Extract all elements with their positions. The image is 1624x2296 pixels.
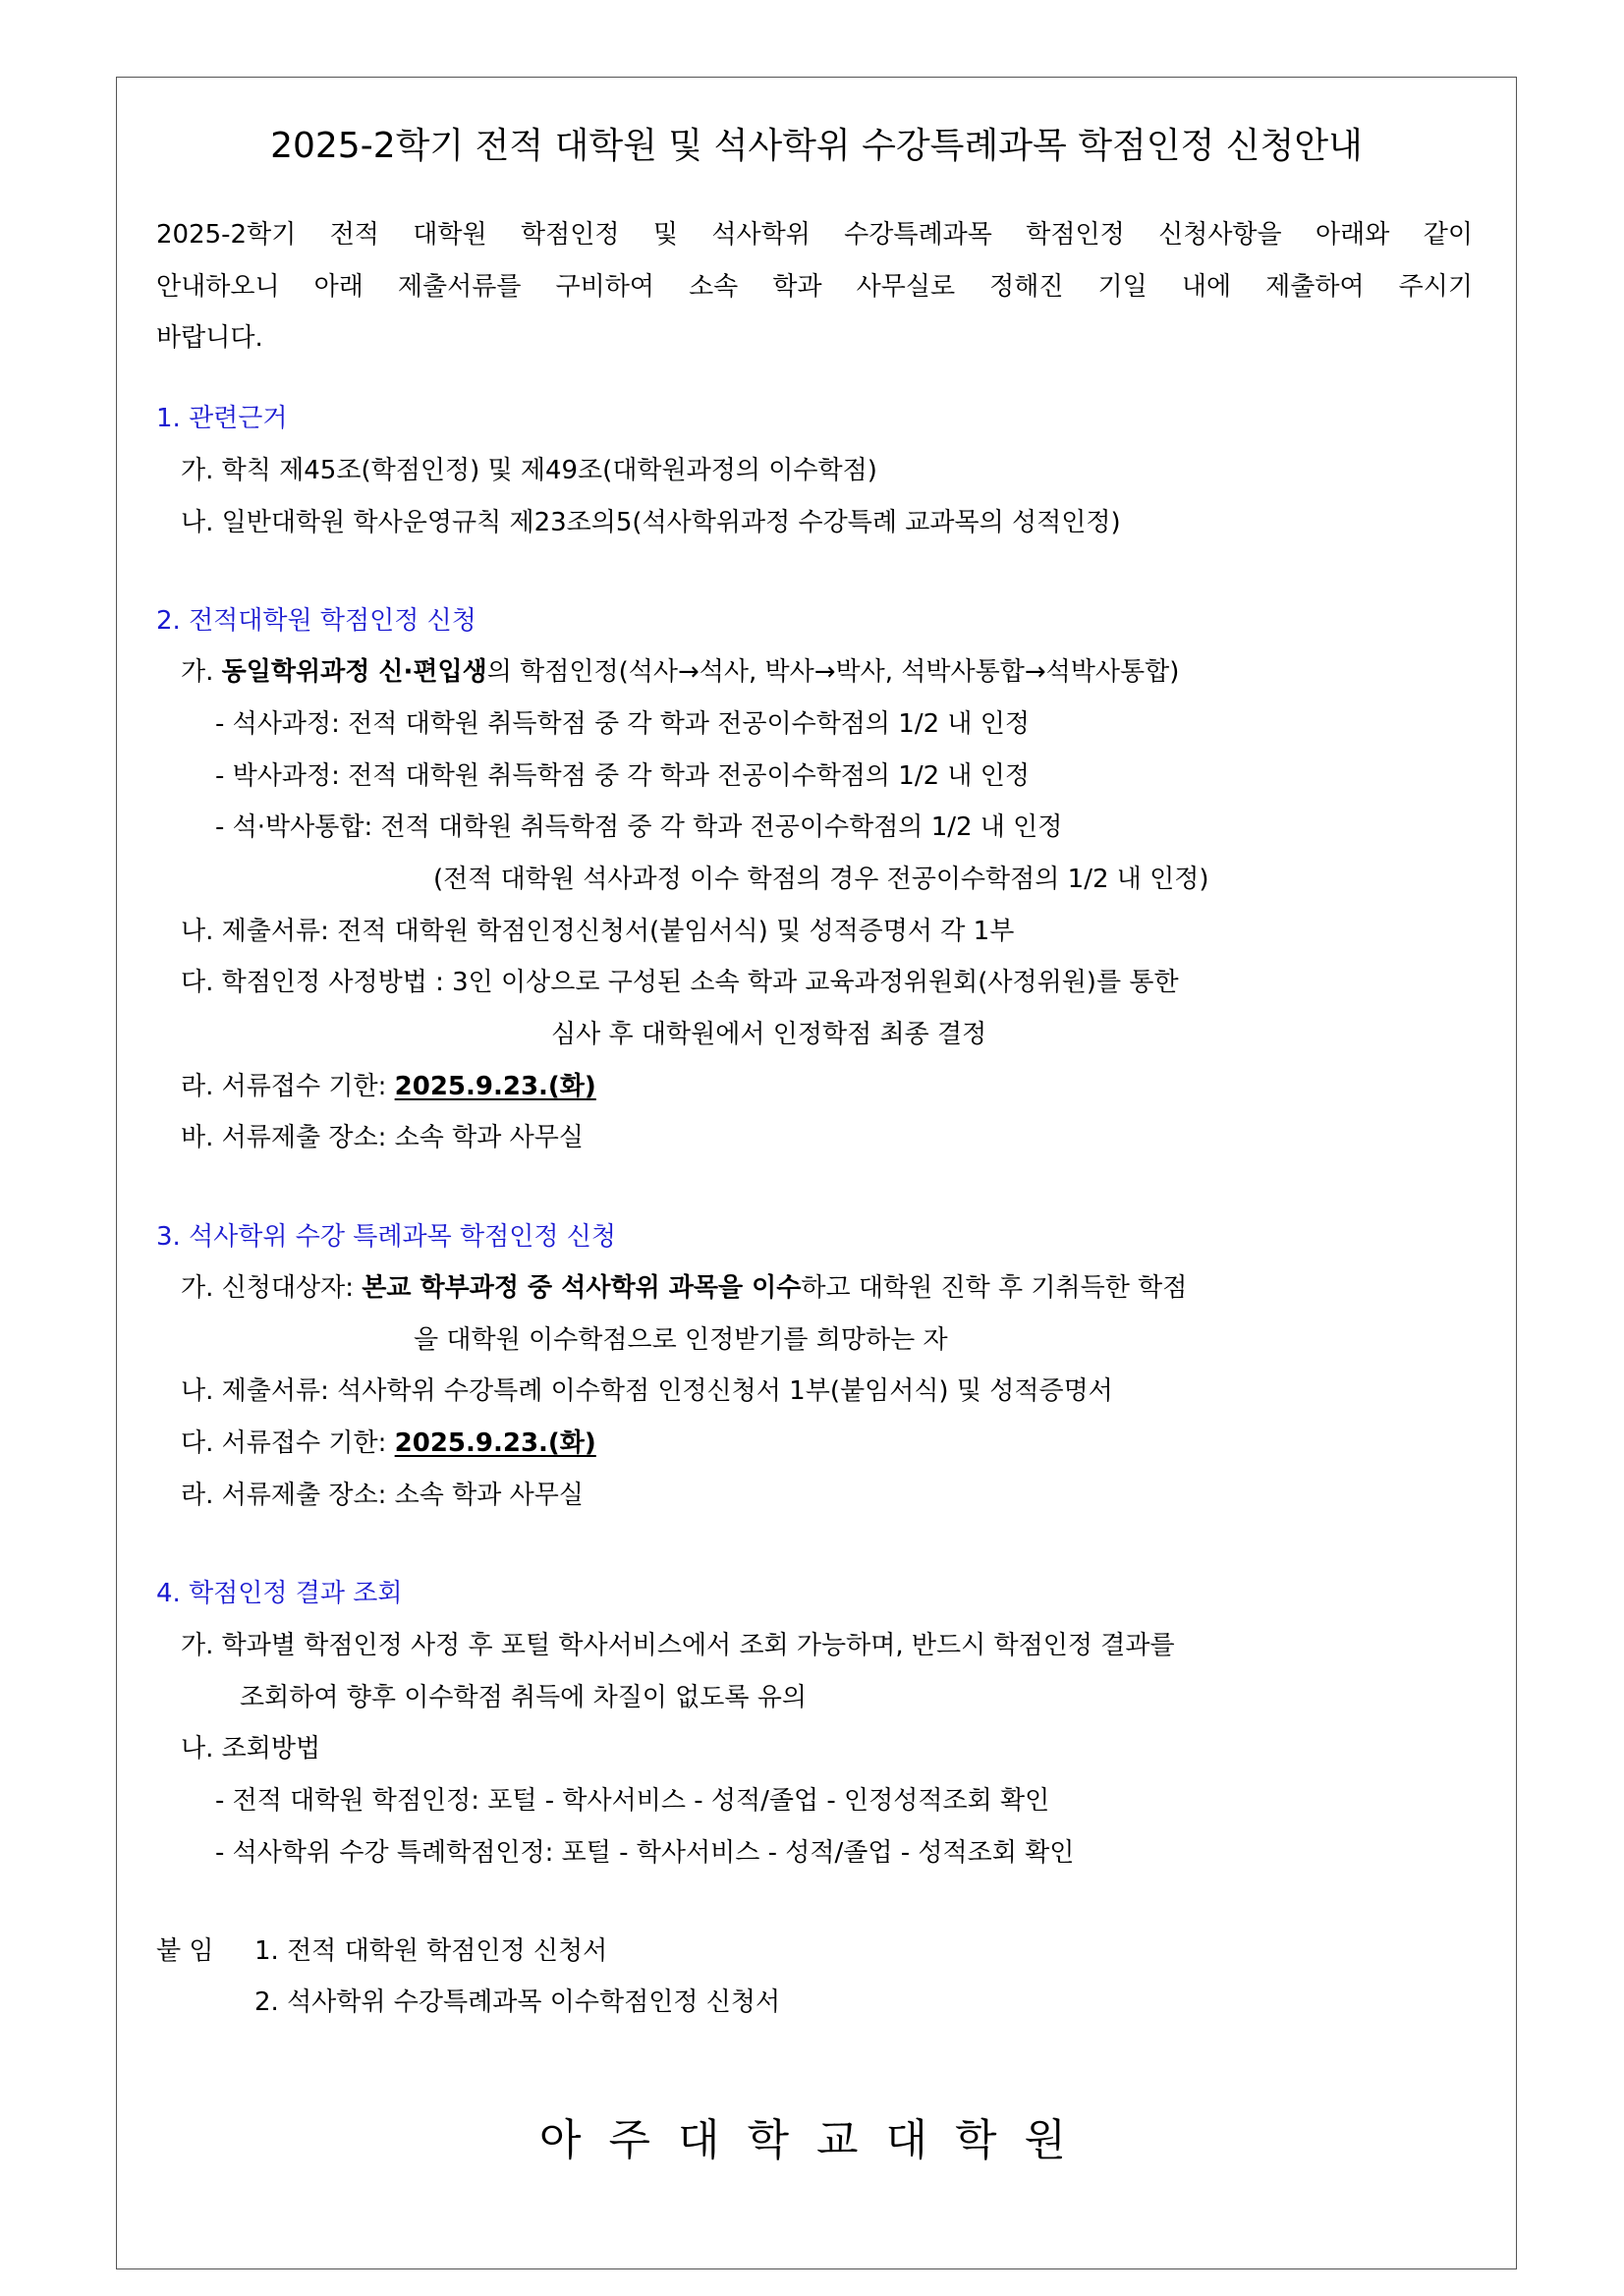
section-3-item-a (181, 1270, 1187, 1306)
section-3-item-a-bold: 본교 학부과정 중 석사학위 과목을 이수 (362, 1273, 802, 1303)
section-2-item-d (181, 1069, 596, 1104)
section-1-item-a: 가. 학칙 제45조(학점인정) 및 제49조(대학원과정의 이수학점) (181, 456, 877, 485)
section-2-dash-1: - 석사과정: 전적 대학원 취득학점 중 각 학과 전공이수학점의 1/2 내 인정 (215, 709, 1031, 739)
section-2-item-c: 다. 학점인정 사정방법 : 3인 이상으로 구성된 소속 학과 교육과정위원회(사정위원)를 통한 (181, 968, 1179, 997)
section-4-heading: 4. 학점인정 결과 조회 (156, 1579, 403, 1608)
intro-line-2: 안내하오니 아래 제출서류를 구비하여 소속 학과 사무실로 정해진 기일 내에 제출하여 주시기 (156, 272, 1473, 302)
attachment-label: 붙 임 (156, 1936, 214, 1966)
section-1-item-b: 나. 일반대학원 학사운영규칙 제23조의5(석사학위과정 수강특례 교과목의 성적인정) (181, 508, 1121, 537)
section-4-dash-1: - 전적 대학원 학점인정: 포털 - 학사서비스 - 성적/졸업 - 인정성적조회 확인 (215, 1786, 1050, 1816)
section-2-item-a-suffix: 의 학점인정(석사→석사, 박사→박사, 석박사통합→석박사통합) (486, 657, 1180, 687)
section-2-item-a-bold: 동일학위과정 신·편입생 (221, 657, 487, 687)
attachment-item-2: 2. 석사학위 수강특례과목 이수학점인정 신청서 (254, 1988, 781, 2017)
intro-line-1: 2025-2학기 전적 대학원 학점인정 및 석사학위 수강특례과목 학점인정 신청사항을 아래와 같이 (156, 220, 1473, 250)
section-2-item-b: 나. 제출서류: 전적 대학원 학점인정신청서(붙임서식) 및 성적증명서 각 1부 (181, 917, 1015, 946)
section-3-item-a-suffix: 하고 대학원 진학 후 기취득한 학점 (801, 1273, 1188, 1303)
section-2-item-c-cont: 심사 후 대학원에서 인정학점 최종 결정 (551, 1020, 987, 1049)
section-3-deadline: 2025.9.23.(화) (394, 1428, 596, 1458)
section-2-dash-2: - 박사과정: 전적 대학원 취득학점 중 각 학과 전공이수학점의 1/2 내 인정 (215, 761, 1031, 791)
section-2-deadline: 2025.9.23.(화) (394, 1072, 596, 1101)
section-2-heading: 2. 전적대학원 학점인정 신청 (156, 606, 476, 636)
attachment-item-1: 1. 전적 대학원 학점인정 신청서 (254, 1936, 608, 1966)
section-4-dash-2: - 석사학위 수강 특례학점인정: 포털 - 학사서비스 - 성적/졸업 - 성적조회 확인 (215, 1838, 1075, 1868)
section-4-item-b: 나. 조회방법 (181, 1734, 321, 1764)
section-3-heading: 3. 석사학위 수강 특례과목 학점인정 신청 (156, 1222, 616, 1252)
section-3-item-d: 라. 서류제출 장소: 소속 학과 사무실 (181, 1481, 584, 1510)
document-title: 2025-2학기 전적 대학원 및 석사학위 수강특례과목 학점인정 신청안내 (270, 126, 1363, 166)
section-3-item-a-cont: 을 대학원 이수학점으로 인정받기를 희망하는 자 (414, 1325, 948, 1355)
section-2-item-a (181, 654, 1179, 690)
section-2-item-a-prefix: 가. (181, 657, 222, 687)
section-3-item-c (181, 1426, 596, 1461)
section-3-item-c-label: 다. 서류접수 기한: (181, 1428, 395, 1458)
section-2-dash-3: - 석·박사통합: 전적 대학원 취득학점 중 각 학과 전공이수학점의 1/2 내 인정 (215, 812, 1063, 842)
section-3-item-b: 나. 제출서류: 석사학위 수강특례 이수학점 인정신청서 1부(붙임서식) 및 성적증명서 (181, 1376, 1113, 1406)
section-4-item-a-cont: 조회하여 향후 이수학점 취득에 차질이 없도록 유의 (240, 1683, 808, 1712)
section-1-heading: 1. 관련근거 (156, 404, 288, 433)
section-4-item-a: 가. 학과별 학점인정 사정 후 포털 학사서비스에서 조회 가능하며, 반드시 학점인정 결과를 (181, 1631, 1175, 1660)
issuer-name: 아주대학교대학원 (538, 2115, 1094, 2165)
section-2-item-d-label: 라. 서류접수 기한: (181, 1072, 395, 1101)
intro-line-3: 바랍니다. (156, 323, 263, 353)
section-2-dash-3-note: (전적 대학원 석사과정 이수 학점의 경우 전공이수학점의 1/2 내 인정) (433, 865, 1209, 894)
section-3-item-a-label: 가. 신청대상자: (181, 1273, 363, 1303)
document-frame (116, 77, 1517, 2269)
section-2-item-e: 바. 서류제출 장소: 소속 학과 사무실 (181, 1123, 584, 1152)
